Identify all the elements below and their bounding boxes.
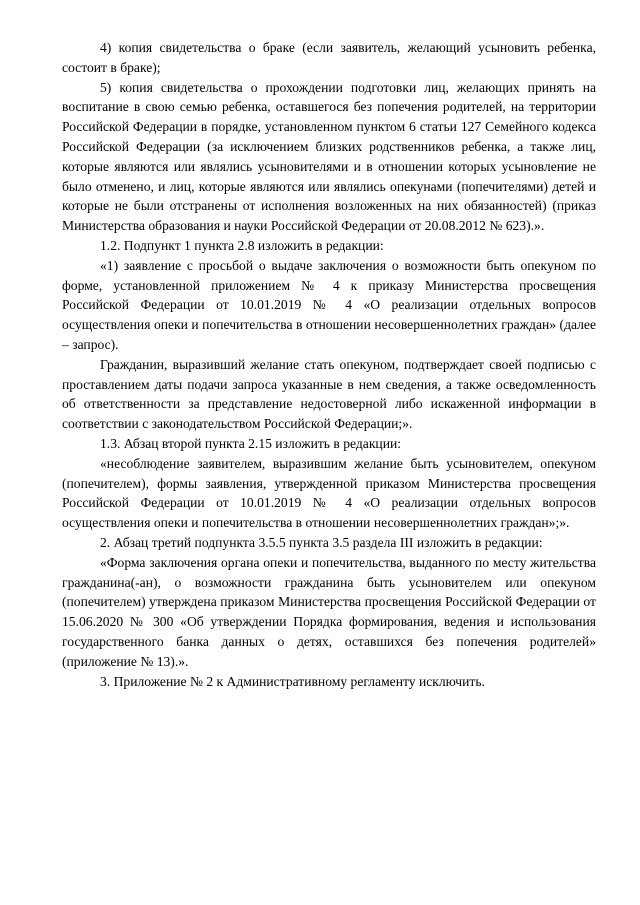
paragraph-1-2-heading: 1.2. Подпункт 1 пункта 2.8 изложить в редакции: [100,237,384,253]
paragraph-2-heading: 2. Абзац третий подпункта 3.5.5 пункта 3.5 раздела III изложить в редакции: [100,534,543,550]
paragraph-2-conclusion-form: «Форма заключения органа опеки и попечительства, выданного по месту жительства гражданина(-ан), о возможности гражданина быть усыновителем или опекуном (попечителем) утверждена приказом Министерства просвещения Российской Федерации от 15.06.2020 № 300 «Об утверждении Порядка формирования, ведения и использования государственного банка данных о детях, оставшихся без попечения родителей» (приложение № 13).». [62,554,596,669]
paragraph-1-2-citizen-confirmation: Гражданин, выразивший желание стать опекуном, подтверждает своей подписью с проставлением даты подачи запроса указанные в нем сведения, а также осведомленность об ответственности за представление недостоверной либо искаженной информации в соответствии с законодательством Российской Федерации;». [62,356,596,432]
paragraph-1-3-noncompliance: «несоблюдение заявителем, выразившим желание быть усыновителем, опекуном (попечителем), формы заявления, утвержденной приказом Министерства просвещения Российской Федерации от 10.01.2019 № 4 «О реализации отдельных вопросов осуществления опеки и попечительства в отношении несовершеннолетних граждан»;». [62,455,596,531]
paragraph-1-3-heading: 1.3. Абзац второй пункта 2.15 изложить в редакции: [100,435,402,451]
paragraph-3-appendix-removal: 3. Приложение № 2 к Административному регламенту исключить. [100,673,485,689]
paragraph-item-4-marriage-certificate: 4) копия свидетельства о браке (если заявитель, желающий усыновить ребенка, состоит в браке); [62,40,596,75]
paragraph-1-2-application: «1) заявление с просьбой о выдаче заключения о возможности быть опекуном по форме, установленной приложением № 4 к приказу Министерства просвещения Российской Федерации от 10.01.2019 № 4 «О реализации отдельных вопросов осуществления опеки и попечительства в отношении несовершеннолетних граждан» (далее – запрос). [62,257,596,352]
paragraph-item-5-training-certificate: 5) копия свидетельства о прохождении подготовки лиц, желающих принять на воспитание в свою семью ребенка, оставшегося без попечения родителей, на территории Российской Федерации в порядке, установленном пунктом 6 статьи 127 Семейного кодекса Российской Федерации (за исключением близких родственников ребенка, а также лиц, которые являются или являлись усыновителями и в отношении которых усыновление не было отменено, и лиц, которые являются или являлись опекунами (попечителями) детей и которые не были отстранены от исполнения возложенных на них обязанностей) (приказ Министерства образования и науки Российской Федерации от 20.08.2012 № 623).». [62,79,596,234]
